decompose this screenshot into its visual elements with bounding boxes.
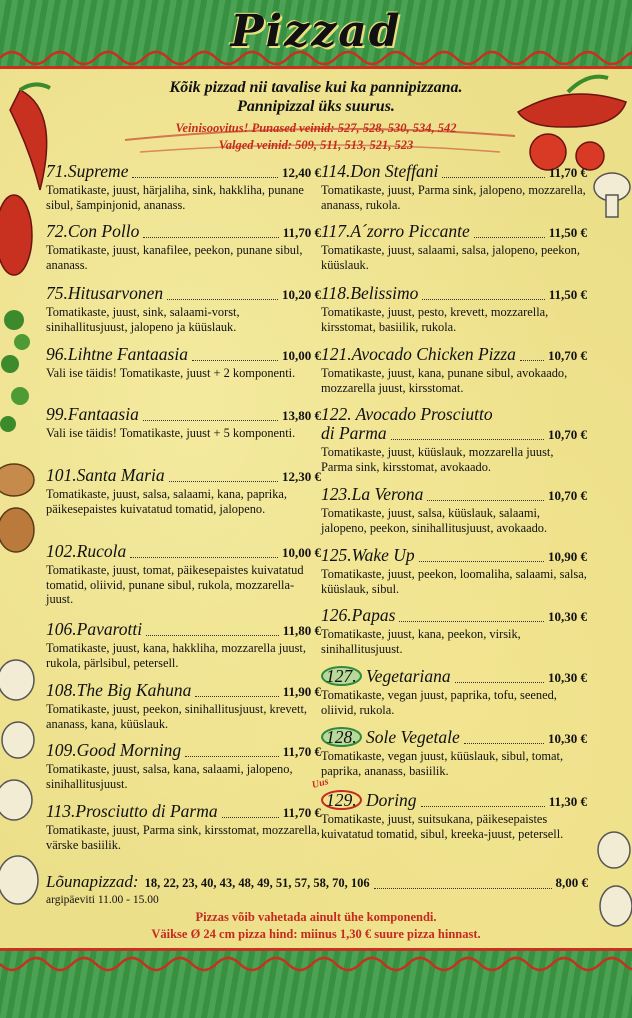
- footer-note-1: Pizzas võib vahetada ainult ühe komponendi.: [195, 910, 437, 924]
- menu-item-123: [321, 485, 587, 535]
- loop-border-bottom: [0, 954, 632, 976]
- menu-item-128: [321, 727, 587, 778]
- menu-item-127: [321, 666, 587, 717]
- menu-item-125: [321, 546, 587, 596]
- menu-item-102: [46, 542, 321, 607]
- item-name: 72.Con Pollo: [46, 221, 140, 241]
- item-price: 12,30 €: [282, 469, 321, 484]
- item-price: 11,70 €: [282, 744, 321, 759]
- item-price: 10,30 €: [548, 670, 587, 685]
- item-description: Tomatikaste, juust, tomat, päikesepaistes kuivatatud tomatid, oliivid, punane sibul, rukola, mozzarella-juust.: [46, 563, 304, 607]
- item-description: Tomatikaste, juust, kana, peekon, virsik, sinihallitusjuust.: [321, 627, 521, 656]
- red-bell-pepper-icon: [0, 185, 40, 285]
- item-name: 101.Santa Maria: [46, 465, 165, 485]
- item-price: 11,70 €: [548, 165, 587, 180]
- item-price: 11,30 €: [548, 794, 587, 809]
- item-description: Tomatikaste, juust, salsa, salaami, kana, paprika, päikesepaistes kuivatatud tomatid, jalopeno.: [46, 487, 288, 516]
- item-description: Tomatikaste, juust, Parma sink, kirsstomat, mozzarella, värske basiilik.: [46, 823, 320, 852]
- item-description: Tomatikaste, juust, kanafilee, peekon, punane sibul, ananass.: [46, 243, 303, 272]
- menu-item-75: [46, 284, 321, 334]
- item-name: 71.Supreme: [46, 161, 129, 181]
- menu-item-114: [321, 162, 587, 212]
- lunch-hours: argipäeviti 11.00 - 15.00: [46, 894, 159, 906]
- item-price: 11,50 €: [548, 225, 587, 240]
- item-description: Tomatikaste, juust, Parma sink, jalopeno, mozzarella, ananass, rukola.: [321, 183, 586, 212]
- band-red-line: [0, 66, 632, 69]
- item-price: 13,80 €: [282, 408, 321, 423]
- footer-note-2: Väikse Ø 24 cm pizza hind: miinus 1,30 € suure pizza hinnast.: [151, 927, 481, 941]
- handwritten-new-note: Uus: [310, 776, 330, 791]
- item-name: di Parma: [321, 423, 387, 443]
- menu-item-96: [46, 345, 321, 381]
- garlic-bulb-icon: [0, 640, 44, 940]
- item-name: 118.Belissimo: [321, 283, 419, 303]
- item-description: Tomatikaste, vegan juust, küüslauk, sibul, tomat, paprika, ananass, basiilik.: [321, 749, 564, 778]
- item-description: Tomatikaste, juust, sink, salaami-vorst, sinihallitusjuust, jalopeno ja küüslauk.: [46, 305, 240, 334]
- menu-item-117: [321, 222, 587, 272]
- item-name-line-1: 122. Avocado Prosciutto: [321, 404, 493, 424]
- item-name: 96.Lihtne Fantaasia: [46, 344, 188, 364]
- parsley-herb-icon: [0, 300, 40, 440]
- item-price: 10,00 €: [282, 348, 321, 363]
- menu-item-106: [46, 620, 321, 670]
- item-price: 11,70 €: [282, 805, 321, 820]
- item-description: Tomatikaste, juust, pesto, krevett, mozzarella, kirsstomat, basiilik, rukola.: [321, 305, 549, 334]
- item-description: Tomatikaste, juust, küüslauk, mozzarella juust, Parma sink, kirsstomat, avokaado.: [321, 445, 554, 474]
- item-description: Tomatikaste, juust, härjaliha, sink, hakkliha, punane sibul, šampinjonid, ananass.: [46, 183, 304, 212]
- item-name: 117.A´zorro Piccante: [321, 221, 470, 241]
- item-name: 126.Papas: [321, 605, 396, 625]
- menu-item-72: [46, 222, 321, 272]
- lunch-label: Lõunapizzad:: [46, 872, 139, 891]
- item-name: 108.The Big Kahuna: [46, 680, 192, 700]
- band-red-line: [0, 948, 632, 951]
- menu-item-99: [46, 405, 321, 441]
- item-price: 10,90 €: [548, 549, 587, 564]
- menu-item-71: [46, 162, 321, 212]
- item-name: 109.Good Morning: [46, 740, 182, 760]
- tomato-and-pepper-icon: [508, 72, 632, 172]
- item-name: Vegetariana: [366, 666, 451, 686]
- wine-recommendation-white: Valged veinid: 509, 511, 513, 521, 523: [218, 138, 414, 152]
- subtitle-line-1: Kõik pizzad nii tavalise kui ka pannipizzana.: [169, 79, 463, 96]
- mushroom-right-icon: [586, 165, 632, 225]
- item-description: Vali ise täidis! Tomatikaste, juust + 5 komponenti.: [46, 426, 296, 440]
- item-description: Tomatikaste, juust, suitsukana, päikesepaistes kuivatatud tomatid, sibul, kreeka-juust, petersell.: [321, 812, 564, 841]
- menu-item-121: [321, 345, 587, 395]
- item-name: 113.Prosciutto di Parma: [46, 801, 218, 821]
- item-name: 75.Hitusarvonen: [46, 283, 164, 303]
- item-name: Doring: [366, 790, 417, 810]
- mushroom-icon: [0, 450, 42, 570]
- lunch-numbers: 18, 22, 23, 40, 43, 48, 49, 51, 57, 58, 70, 106: [144, 876, 370, 890]
- item-description: Tomatikaste, juust, salsa, küüslauk, salaami, jalopeno, peekon, sinihallitusjuust, avokaado.: [321, 506, 548, 535]
- item-number-circled-red: 129.: [321, 790, 362, 810]
- item-description: Tomatikaste, juust, peekon, sinihallitusjuust, krevett, ananass, kana, küüslauk.: [46, 702, 308, 731]
- item-name: 125.Wake Up: [321, 545, 415, 565]
- item-number-circled: 127.: [321, 666, 362, 686]
- item-description: Tomatikaste, vegan juust, paprika, tofu, seened, oliivid, rukola.: [321, 688, 557, 717]
- menu-item-101: [46, 466, 321, 516]
- menu-item-129: [321, 790, 587, 841]
- item-name: 102.Rucola: [46, 541, 127, 561]
- menu-item-109: [46, 741, 321, 791]
- lunch-price: 8,00 €: [555, 875, 588, 890]
- item-price: 10,70 €: [548, 427, 587, 442]
- menu-item-126: [321, 606, 587, 656]
- item-description: Tomatikaste, juust, salaami, salsa, jalopeno, peekon, küüslauk.: [321, 243, 580, 272]
- wine-recommendation-red: Veinisoovitus! Punased veinid: 527, 528, 530, 534, 542: [175, 121, 457, 135]
- page-title: Pizzad: [230, 6, 402, 57]
- item-price: 11,70 €: [282, 225, 321, 240]
- item-price: 10,20 €: [282, 287, 321, 302]
- item-price: 10,70 €: [548, 348, 587, 363]
- item-name: Sole Vegetale: [366, 727, 460, 747]
- bottom-decorative-band: [0, 948, 632, 1018]
- item-name: 114.Don Steffani: [321, 161, 439, 181]
- item-description: Tomatikaste, juust, kana, punane sibul, avokaado, mozzarella juust, kirsstomat.: [321, 366, 568, 395]
- item-name: 123.La Verona: [321, 484, 424, 504]
- item-name: 99.Fantaasia: [46, 404, 139, 424]
- menu-item-118: [321, 284, 587, 334]
- item-price: 10,30 €: [548, 731, 587, 746]
- item-price: 11,80 €: [282, 623, 321, 638]
- item-description: Tomatikaste, juust, kana, hakkliha, mozzarella juust, rukola, pärlsibul, petersell.: [46, 641, 306, 670]
- item-price: 11,90 €: [282, 684, 321, 699]
- item-description: Tomatikaste, juust, salsa, kana, salaami, jalopeno, sinihallitusjuust.: [46, 762, 293, 791]
- menu-item-122: [321, 405, 587, 474]
- item-price: 10,00 €: [282, 545, 321, 560]
- subtitle-line-2: Pannipizzal üks suurus.: [237, 98, 395, 115]
- item-price: 11,50 €: [548, 287, 587, 302]
- item-name: 121.Avocado Chicken Pizza: [321, 344, 516, 364]
- item-price: 10,70 €: [548, 488, 587, 503]
- item-number-circled: 128.: [321, 727, 362, 747]
- lunch-pizzas: [46, 872, 588, 906]
- item-description: Vali ise täidis! Tomatikaste, juust + 2 komponenti.: [46, 366, 296, 380]
- item-price: 12,40 €: [282, 165, 321, 180]
- menu-item-108: [46, 681, 321, 731]
- menu-item-113: [46, 802, 321, 852]
- item-name: 106.Pavarotti: [46, 619, 143, 639]
- item-price: 10,30 €: [548, 609, 587, 624]
- item-description: Tomatikaste, juust, peekon, loomaliha, salaami, salsa, küüslauk, sibul.: [321, 567, 587, 596]
